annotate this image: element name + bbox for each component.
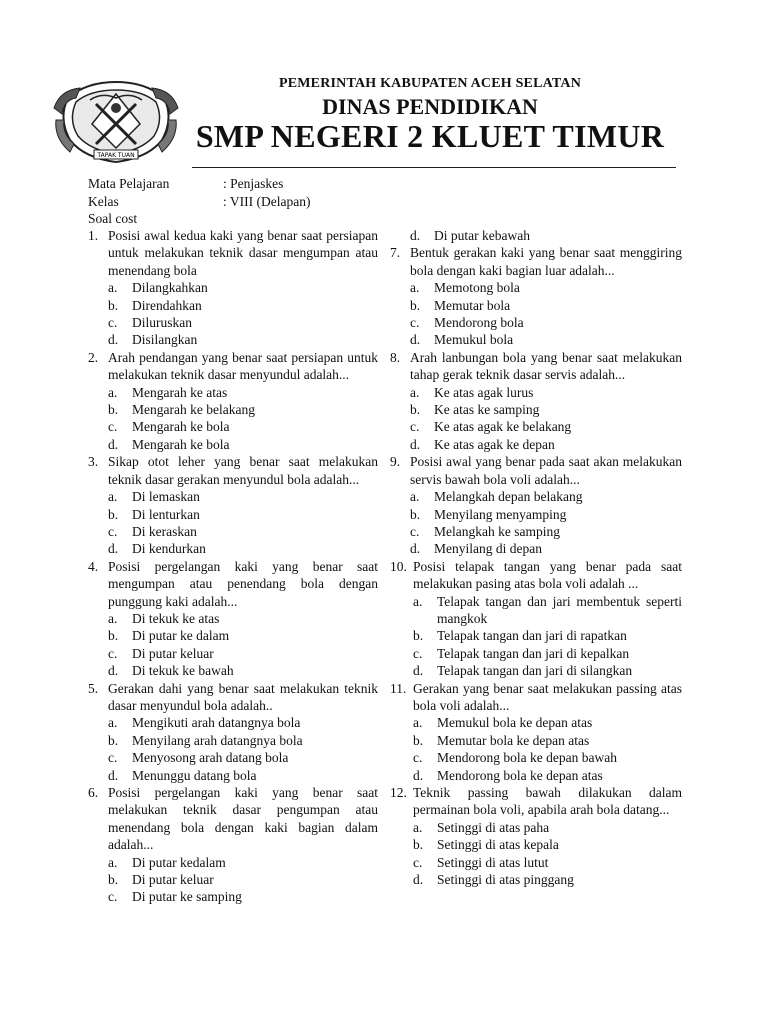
option-letter: c.: [108, 419, 118, 435]
option-letter: d.: [108, 436, 119, 452]
answer-option: [88, 384, 378, 401]
answer-option: [88, 749, 378, 766]
question-item: [88, 784, 378, 906]
option-letter: a.: [413, 819, 423, 835]
question-stem: [88, 784, 378, 854]
answer-option: [390, 314, 682, 331]
question-text: Gerakan yang benar saat melakukan passing atas bola voli adalah...: [413, 680, 682, 713]
option-text: Mendorong bola ke depan bawah: [437, 750, 617, 766]
answer-option: [88, 854, 378, 871]
answer-option: [390, 767, 682, 784]
option-text: Mengarah ke bola: [132, 419, 230, 435]
option-text: Menyilang menyamping: [434, 506, 567, 522]
answer-option: [390, 871, 682, 888]
answer-option: [390, 506, 682, 523]
question-item: [390, 784, 682, 888]
option-text: Di lenturkan: [132, 506, 200, 522]
question-item: [88, 558, 378, 680]
question-number: 12.: [390, 785, 407, 800]
option-letter: c.: [108, 645, 118, 661]
answer-option: [88, 506, 378, 523]
subject-label: Mata Pelajaran: [88, 176, 170, 191]
option-text: Di putar ke dalam: [132, 628, 230, 644]
option-text: Di kendurkan: [132, 541, 206, 557]
question-stem: [88, 227, 378, 279]
option-text: Setinggi di atas lutut: [437, 854, 549, 870]
question-text: Posisi awal kedua kaki yang benar saat persiapan untuk melakukan teknik dasar mengumpan atau menendang bola: [108, 228, 378, 278]
answer-option: [390, 436, 682, 453]
option-letter: c.: [410, 523, 420, 539]
answer-option: [390, 227, 682, 244]
question-number: 6.: [88, 785, 99, 800]
answer-option: [390, 279, 682, 296]
answer-option: [88, 767, 378, 784]
answer-option: [390, 714, 682, 731]
option-letter: c.: [413, 750, 423, 766]
class-row: [88, 193, 310, 211]
option-text: Melangkah depan belakang: [434, 489, 583, 505]
option-text: Mengarah ke belakang: [132, 402, 255, 418]
option-text: Memotong bola: [434, 280, 520, 296]
answer-option: [88, 871, 378, 888]
option-text: Ke atas ke samping: [434, 402, 540, 418]
option-letter: a.: [108, 280, 118, 296]
answer-option: [390, 854, 682, 871]
option-text: Telapak tangan dan jari membentuk seperti mangkok: [437, 593, 682, 626]
option-letter: d.: [410, 228, 421, 243]
answer-option: [390, 836, 682, 853]
option-letter: a.: [108, 384, 118, 400]
question-number: 10.: [390, 558, 407, 574]
question-text: Arah pendangan yang benar saat persiapan untuk melakukan teknik dasar menyundul adalah...: [108, 349, 378, 383]
answer-option: [88, 297, 378, 314]
option-letter: b.: [413, 628, 424, 644]
question-text: Posisi awal yang benar pada saat akan melakukan servis bawah bola voli adalah...: [410, 454, 682, 487]
option-letter: d.: [108, 541, 119, 557]
answer-option: [88, 645, 378, 662]
answer-option: [390, 331, 682, 348]
question-text: Posisi pergelangan kaki yang benar saat mengumpan atau penendang bola dengan punggung kaki adalah...: [108, 558, 378, 609]
option-text: Mendorong bola: [434, 315, 524, 331]
option-text: Telapak tangan dan jari di rapatkan: [437, 628, 627, 644]
option-letter: c.: [413, 645, 423, 661]
section-title: Soal cost: [88, 211, 138, 226]
answer-option: [88, 627, 378, 644]
option-text: Di tekuk ke bawah: [132, 663, 234, 679]
question-stem: [390, 349, 682, 384]
question-text: Gerakan dahi yang benar saat melakukan teknik dasar menyundul bola adalah..: [108, 680, 378, 713]
emblem-ribbon-text: TAPAK TUAN: [97, 152, 135, 159]
answer-option: [88, 488, 378, 505]
answer-option: [390, 645, 682, 662]
option-letter: c.: [410, 315, 420, 331]
option-text: Telapak tangan dan jari di silangkan: [437, 663, 633, 679]
option-text: Telapak tangan dan jari di kepalkan: [437, 645, 630, 661]
option-text: Ke atas agak lurus: [434, 384, 534, 400]
option-letter: b.: [108, 506, 119, 522]
option-text: Mengarah ke bola: [132, 436, 230, 452]
question-stem: [390, 558, 682, 593]
option-text: Setinggi di atas pinggang: [437, 872, 574, 888]
answer-option: [88, 279, 378, 296]
question-number: 5.: [88, 680, 99, 696]
option-letter: c.: [108, 523, 118, 539]
option-text: Dilangkahkan: [132, 280, 208, 296]
answer-option: [390, 540, 682, 557]
question-item: [390, 453, 682, 557]
option-text: Mendorong bola ke depan atas: [437, 767, 603, 783]
option-letter: a.: [108, 489, 118, 505]
question-stem: [390, 244, 682, 279]
option-letter: b.: [413, 732, 424, 748]
option-text: Memutar bola: [434, 297, 511, 313]
answer-option: [88, 732, 378, 749]
option-letter: a.: [410, 280, 420, 296]
question-number: 2.: [88, 349, 99, 365]
option-text: Melangkah ke samping: [434, 523, 560, 539]
answer-option: [88, 714, 378, 731]
option-letter: b.: [108, 402, 119, 418]
option-letter: d.: [108, 767, 119, 783]
answer-option: [390, 593, 682, 628]
department-title: DINAS PENDIDIKAN: [322, 94, 538, 119]
option-text: Menyilang arah datangnya bola: [132, 732, 303, 748]
option-letter: d.: [413, 872, 424, 888]
subject-row: [88, 175, 310, 193]
option-text: Diluruskan: [132, 315, 192, 331]
questions-column-left: [88, 227, 378, 906]
option-letter: b.: [410, 297, 421, 313]
option-letter: b.: [108, 732, 119, 748]
answer-option: [390, 819, 682, 836]
option-text: Ke atas agak ke belakang: [434, 419, 572, 435]
question-item: [390, 680, 682, 784]
school-title: SMP NEGERI 2 KLUET TIMUR: [195, 118, 665, 154]
option-text: Mengarah ke atas: [132, 384, 228, 400]
option-letter: d.: [108, 332, 119, 348]
question-stem: [88, 453, 378, 488]
option-text: Setinggi di atas kepala: [437, 837, 559, 853]
answer-option: [88, 314, 378, 331]
option-text: Menyosong arah datang bola: [132, 750, 289, 766]
answer-option: [88, 662, 378, 679]
question-number: 3.: [88, 454, 99, 470]
question-number: 4.: [88, 558, 99, 574]
option-letter: c.: [410, 419, 420, 435]
question-item: [390, 558, 682, 680]
option-letter: a.: [410, 384, 420, 400]
answer-option: [88, 523, 378, 540]
question-item: [390, 349, 682, 453]
question-number: 9.: [390, 454, 401, 470]
option-letter: a.: [413, 593, 423, 609]
question-stem: [88, 558, 378, 610]
option-text: Menunggu datang bola: [132, 767, 257, 783]
question-stem: [390, 784, 682, 819]
answer-option: [88, 401, 378, 418]
option-text: Setinggi di atas paha: [437, 819, 550, 835]
option-text: Di lemaskan: [132, 489, 200, 505]
question-text: Bentuk gerakan kaki yang benar saat menggiring bola dengan kaki bagian luar adalah...: [410, 245, 682, 278]
option-text: Ke atas agak ke depan: [434, 436, 555, 452]
option-letter: b.: [108, 297, 119, 313]
question-number: 7.: [390, 245, 401, 261]
answer-option: [390, 627, 682, 644]
option-text: Menyilang di depan: [434, 541, 542, 557]
option-text: Di keraskan: [132, 523, 197, 539]
answer-option: [390, 749, 682, 766]
option-letter: a.: [108, 715, 118, 731]
answer-option: [88, 436, 378, 453]
question-text: Sikap otot leher yang benar saat melakukan teknik dasar gerakan menyundul bola adalah...: [108, 454, 378, 487]
answer-option: [88, 888, 378, 905]
option-text: Disilangkan: [132, 332, 198, 348]
question-item: [88, 349, 378, 453]
option-letter: d.: [410, 436, 421, 452]
option-text: Di tekuk ke atas: [132, 610, 220, 626]
option-text: Mengikuti arah datangnya bola: [132, 715, 301, 731]
option-letter: d.: [413, 663, 424, 679]
answer-option: [390, 384, 682, 401]
question-number: 8.: [390, 349, 401, 365]
option-letter: d.: [410, 332, 421, 348]
document-header: [0, 0, 768, 172]
option-letter: a.: [108, 610, 118, 626]
option-text: Di putar keluar: [132, 872, 214, 888]
question-item: [88, 227, 378, 349]
answer-option: [88, 418, 378, 435]
answer-option: [390, 418, 682, 435]
option-letter: a.: [410, 489, 420, 505]
answer-option: [390, 401, 682, 418]
option-letter: b.: [410, 402, 421, 418]
answer-option: [88, 540, 378, 557]
question-stem: [88, 349, 378, 384]
question-stem: [390, 680, 682, 715]
option-letter: a.: [108, 854, 118, 870]
option-text: Direndahkan: [132, 297, 202, 313]
option-text: Di putar kedalam: [132, 854, 226, 870]
question-stem: [88, 680, 378, 715]
question-text: Arah lanbungan bola yang benar saat melakukan tahap gerak teknik dasar servis adalah...: [410, 349, 682, 383]
option-text: Di putar keluar: [132, 645, 214, 661]
option-letter: d.: [413, 767, 424, 783]
option-letter: a.: [413, 715, 423, 731]
exam-info: [88, 175, 310, 228]
option-letter: b.: [413, 837, 424, 853]
answer-option: [390, 523, 682, 540]
option-letter: c.: [108, 889, 118, 905]
question-item: [88, 680, 378, 784]
option-text: Memukul bola ke depan atas: [437, 715, 593, 731]
option-letter: c.: [413, 854, 423, 870]
option-text: Memutar bola ke depan atas: [437, 732, 590, 748]
option-text: Memukul bola: [434, 332, 514, 348]
question-item: [390, 244, 682, 348]
government-title: PEMERINTAH KABUPATEN ACEH SELATAN: [278, 76, 582, 91]
subject-value: : Penjaskes: [223, 176, 284, 191]
option-letter: b.: [410, 506, 421, 522]
answer-option: [390, 662, 682, 679]
question-item: [88, 453, 378, 557]
question-number: 1.: [88, 228, 99, 243]
class-value: : VIII (Delapan): [223, 193, 311, 209]
questions-column-right: [390, 227, 682, 888]
question-number: 11.: [390, 680, 407, 696]
option-letter: c.: [108, 315, 118, 331]
option-text: Di putar kebawah: [434, 228, 530, 243]
question-text: Posisi pergelangan kaki yang benar saat melakukan teknik dasar pengumpan atau menendang bola dengan kaki bagian dalam adalah...: [108, 785, 378, 853]
option-letter: c.: [108, 750, 118, 766]
answer-option: [390, 488, 682, 505]
answer-option: [88, 331, 378, 348]
option-letter: d.: [108, 663, 119, 679]
question-text: Posisi telapak tangan yang benar pada saat melakukan pasing atas bola voli adalah ...: [413, 558, 682, 592]
option-letter: b.: [108, 872, 119, 888]
answer-option: [390, 297, 682, 314]
option-letter: d.: [410, 541, 421, 557]
option-text: Di putar ke samping: [132, 889, 242, 905]
answer-option: [390, 732, 682, 749]
question-text: Teknik passing bawah dilakukan dalam permainan bola voli, apabila arah bola datang...: [413, 785, 682, 818]
header-divider: [192, 167, 676, 168]
option-letter: b.: [108, 628, 119, 644]
regency-emblem-icon: [50, 68, 182, 168]
answer-option: [88, 610, 378, 627]
class-label: Kelas: [88, 193, 119, 209]
question-stem: [390, 453, 682, 488]
